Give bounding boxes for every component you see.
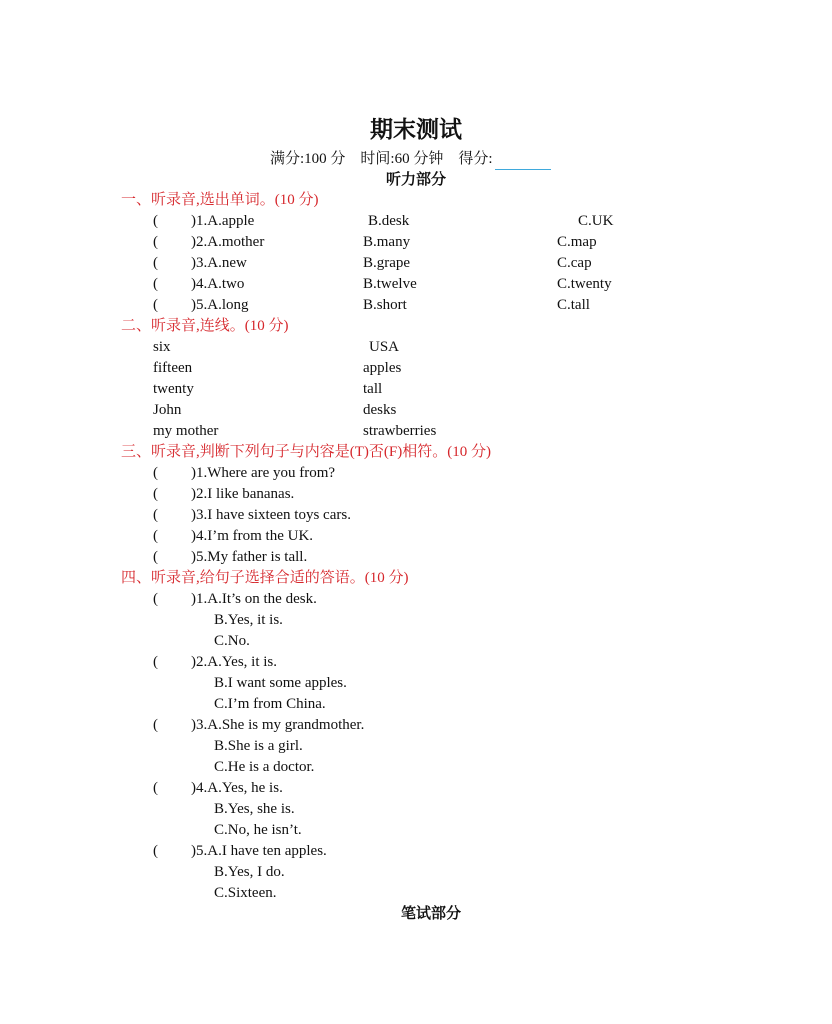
s1-q2-a: )2.A.mother [191, 234, 265, 250]
answer-paren[interactable]: ( [153, 297, 158, 313]
s1-q2-c: C.map [557, 234, 597, 250]
s4-q2-a: )2.A.Yes, it is. [191, 654, 277, 670]
full-score: 满分:100 分 [270, 151, 346, 167]
section-2-title: 二、听录音,连线。(10 分) [121, 318, 289, 334]
match-right-item[interactable]: tall [363, 381, 383, 397]
match-right-item[interactable]: USA [369, 339, 400, 355]
score-label: 得分: [458, 151, 493, 167]
match-right-item[interactable]: desks [363, 402, 397, 418]
s1-q1-b: B.desk [368, 213, 410, 229]
s4-q3-c: C.He is a doctor. [214, 759, 315, 775]
s4-q5-a: )5.A.I have ten apples. [191, 843, 327, 859]
answer-paren[interactable]: ( [153, 549, 158, 565]
s3-item-1: )1.Where are you from? [191, 465, 336, 481]
listening-header: 听力部分 [385, 172, 446, 188]
match-right-item[interactable]: strawberries [363, 423, 437, 439]
match-left-item[interactable]: twenty [153, 381, 194, 397]
s4-q3-a: )3.A.She is my grandmother. [191, 717, 365, 733]
s4-q4-a: )4.A.Yes, he is. [191, 780, 283, 796]
match-left-item[interactable]: six [153, 339, 171, 355]
s4-q2-b: B.I want some apples. [214, 675, 347, 691]
answer-paren[interactable]: ( [153, 591, 158, 607]
page-title: 期末测试 [370, 117, 462, 142]
s4-q1-c: C.No. [214, 633, 250, 649]
s4-q5-c: C.Sixteen. [214, 885, 277, 901]
answer-paren[interactable]: ( [153, 486, 158, 502]
s1-q4-b: B.twelve [363, 276, 417, 292]
time-limit: 时间:60 分钟 [360, 151, 444, 167]
s3-item-2: )2.I like bananas. [191, 486, 295, 502]
s1-q1-a: )1.A.apple [191, 213, 255, 229]
score-blank[interactable] [495, 155, 551, 170]
s4-q2-c: C.I’m from China. [214, 696, 326, 712]
s1-q4-c: C.twenty [557, 276, 612, 292]
match-left-item[interactable]: my mother [153, 423, 219, 439]
answer-paren[interactable]: ( [153, 234, 158, 250]
s4-q4-c: C.No, he isn’t. [214, 822, 302, 838]
s1-q3-b: B.grape [363, 255, 411, 271]
section-1-title: 一、听录音,选出单词。(10 分) [121, 192, 319, 208]
match-left-item[interactable]: John [153, 402, 182, 418]
answer-paren[interactable]: ( [153, 780, 158, 796]
s1-q5-b: B.short [363, 297, 407, 313]
match-right-item[interactable]: apples [363, 360, 402, 376]
answer-paren[interactable]: ( [153, 654, 158, 670]
s1-q1-c: C.UK [578, 213, 614, 229]
s1-q3-a: )3.A.new [191, 255, 247, 271]
match-left-item[interactable]: fifteen [153, 360, 193, 376]
s1-q5-a: )5.A.long [191, 297, 249, 313]
writing-header: 笔试部分 [400, 906, 461, 922]
answer-paren[interactable]: ( [153, 507, 158, 523]
exam-meta [270, 149, 551, 170]
s1-q4-a: )4.A.two [191, 276, 245, 292]
s4-q1-a: )1.A.It’s on the desk. [191, 591, 317, 607]
answer-paren[interactable]: ( [153, 255, 158, 271]
s3-item-5: )5.My father is tall. [191, 549, 308, 565]
answer-paren[interactable]: ( [153, 276, 158, 292]
s4-q1-b: B.Yes, it is. [214, 612, 283, 628]
answer-paren[interactable]: ( [153, 213, 158, 229]
s3-item-4: )4.I’m from the UK. [191, 528, 314, 544]
answer-paren[interactable]: ( [153, 843, 158, 859]
s1-q3-c: C.cap [557, 255, 592, 271]
answer-paren[interactable]: ( [153, 465, 158, 481]
s4-q4-b: B.Yes, she is. [214, 801, 295, 817]
section-4-title: 四、听录音,给句子选择合适的答语。(10 分) [121, 570, 409, 586]
s1-q5-c: C.tall [557, 297, 590, 313]
s3-item-3: )3.I have sixteen toys cars. [191, 507, 351, 523]
answer-paren[interactable]: ( [153, 717, 158, 733]
s1-q2-b: B.many [363, 234, 411, 250]
s4-q3-b: B.She is a girl. [214, 738, 303, 754]
answer-paren[interactable]: ( [153, 528, 158, 544]
s4-q5-b: B.Yes, I do. [214, 864, 285, 880]
section-3-title: 三、听录音,判断下列句子与内容是(T)否(F)相符。(10 分) [121, 444, 491, 460]
